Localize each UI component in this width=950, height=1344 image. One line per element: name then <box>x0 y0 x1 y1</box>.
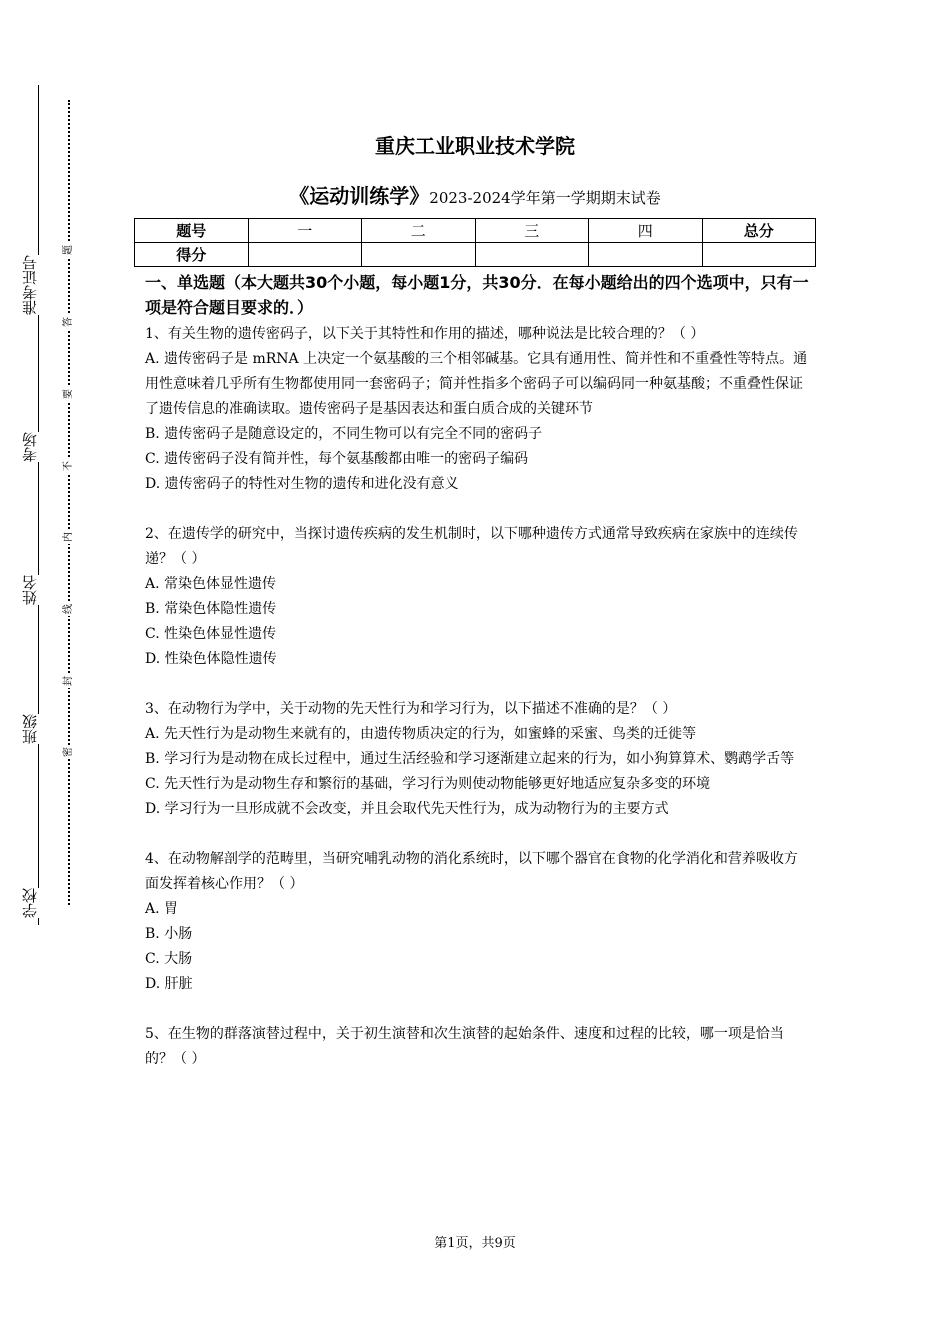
score-header-cell: 题号 <box>135 219 249 243</box>
option-b: B. 学习行为是动物在成长过程中，通过生活经验和学习逐渐建立起来的行为，如小狗算算术、鹦鹉学舌等 <box>145 751 795 767</box>
exam-term: 2023-2024学年第一学期期末试卷 <box>429 189 661 207</box>
question-stem: 1、有关生物的遗传密码子，以下关于其特性和作用的描述，哪种说法是比较合理的？（ ） <box>145 326 705 342</box>
score-cell <box>702 243 816 267</box>
seal-char: 密 <box>63 747 74 757</box>
course-name: 《运动训练学》 <box>289 184 430 208</box>
fill-in-line <box>38 85 39 925</box>
score-cell <box>589 243 703 267</box>
question-1 <box>145 322 809 497</box>
option-d: D. 学习行为一旦形成就不会改变，并且会取代先天性行为，成为动物行为的主要方式 <box>145 801 669 817</box>
score-table-header-row <box>135 219 816 243</box>
option-d: D. 性染色体隐性遗传 <box>145 651 277 667</box>
option-a: A. 先天性行为是动物生来就有的，由遗传物质决定的行为，如蜜蜂的采蜜、鸟类的迁徙等 <box>145 726 697 742</box>
exam-title <box>0 180 950 209</box>
score-header-cell: 一 <box>248 219 362 243</box>
option-c: C. 遗传密码子没有简并性，每个氨基酸都由唯一的密码子编码 <box>145 451 529 467</box>
score-row-label: 得分 <box>135 243 249 267</box>
question-5 <box>145 1022 809 1072</box>
question-3 <box>145 697 809 822</box>
field-class: 班级 <box>22 714 42 744</box>
page-footer: 第1页，共9页 <box>434 1236 516 1251</box>
question-2 <box>145 522 809 672</box>
field-exam-room: 考场 <box>22 432 42 462</box>
option-b: B. 常染色体隐性遗传 <box>145 601 277 617</box>
seal-char: 题 <box>63 245 74 255</box>
seal-char: 封 <box>63 676 74 686</box>
seal-char: 要 <box>63 389 74 399</box>
option-a: A. 常染色体显性遗传 <box>145 576 277 592</box>
seal-char: 不 <box>63 461 74 471</box>
score-table-score-row <box>135 243 816 267</box>
question-stem: 4、在动物解剖学的范畴里，当研究哺乳动物的消化系统时，以下哪个器官在食物的化学消化和营养吸收方面发挥着核心作用？（ ） <box>145 851 798 892</box>
option-c: C. 大肠 <box>145 951 193 967</box>
field-exam-number: 准考证号 <box>22 255 42 315</box>
option-d: D. 肝脏 <box>145 976 193 992</box>
score-header-cell: 总分 <box>702 219 816 243</box>
score-header-cell: 三 <box>475 219 589 243</box>
option-a: A. 遗传密码子是 mRNA 上决定一个氨基酸的三个相邻碱基。它具有通用性、简并性和不重叠性等特点。通用性意味着几乎所有生物都使用同一套密码子；简并性指多个密码子可以编码同一种氨基酸；不重叠性保证了遗传信息的准确读取。遗传密码子是基因表达和蛋白质合成的关键环节 <box>145 351 808 417</box>
exam-content <box>145 270 809 1097</box>
score-header-cell: 二 <box>362 219 476 243</box>
question-stem: 2、在遗传学的研究中，当探讨遗传疾病的发生机制时，以下哪种遗传方式通常导致疾病在家族中的连续传递？（ ） <box>145 526 798 567</box>
question-4 <box>145 847 809 997</box>
score-cell <box>475 243 589 267</box>
question-stem: 3、在动物行为学中，关于动物的先天性行为和学习行为，以下描述不准确的是？（ ） <box>145 701 677 717</box>
score-cell <box>362 243 476 267</box>
option-d: D. 遗传密码子的特性对生物的遗传和进化没有意义 <box>145 476 459 492</box>
score-header-cell: 四 <box>589 219 703 243</box>
seal-char: 线 <box>63 604 74 614</box>
option-a: A. 胃 <box>145 901 179 917</box>
option-c: C. 性染色体显性遗传 <box>145 626 277 642</box>
section-title: 一、单选题（本大题共30个小题，每小题1分，共30分．在每小题给出的四个选项中，只有一项是符合题目要求的．） <box>145 273 809 317</box>
seal-dotted-line <box>68 100 70 905</box>
question-stem: 5、在生物的群落演替过程中，关于初生演替和次生演替的起始条件、速度和过程的比较，哪一项是恰当的？（ ） <box>145 1026 784 1067</box>
field-school: 学校 <box>22 888 42 918</box>
score-table <box>134 218 816 267</box>
seal-char: 答 <box>63 317 74 327</box>
option-b: B. 小肠 <box>145 926 193 942</box>
option-b: B. 遗传密码子是随意设定的，不同生物可以有完全不同的密码子 <box>145 426 543 442</box>
score-cell <box>248 243 362 267</box>
school-name: 重庆工业职业技术学院 <box>375 134 575 158</box>
field-name: 姓名 <box>22 575 42 605</box>
seal-char: 内 <box>63 532 74 542</box>
option-c: C. 先天性行为是动物生存和繁衍的基础，学习行为则使动物能够更好地适应复杂多变的环境 <box>145 776 711 792</box>
